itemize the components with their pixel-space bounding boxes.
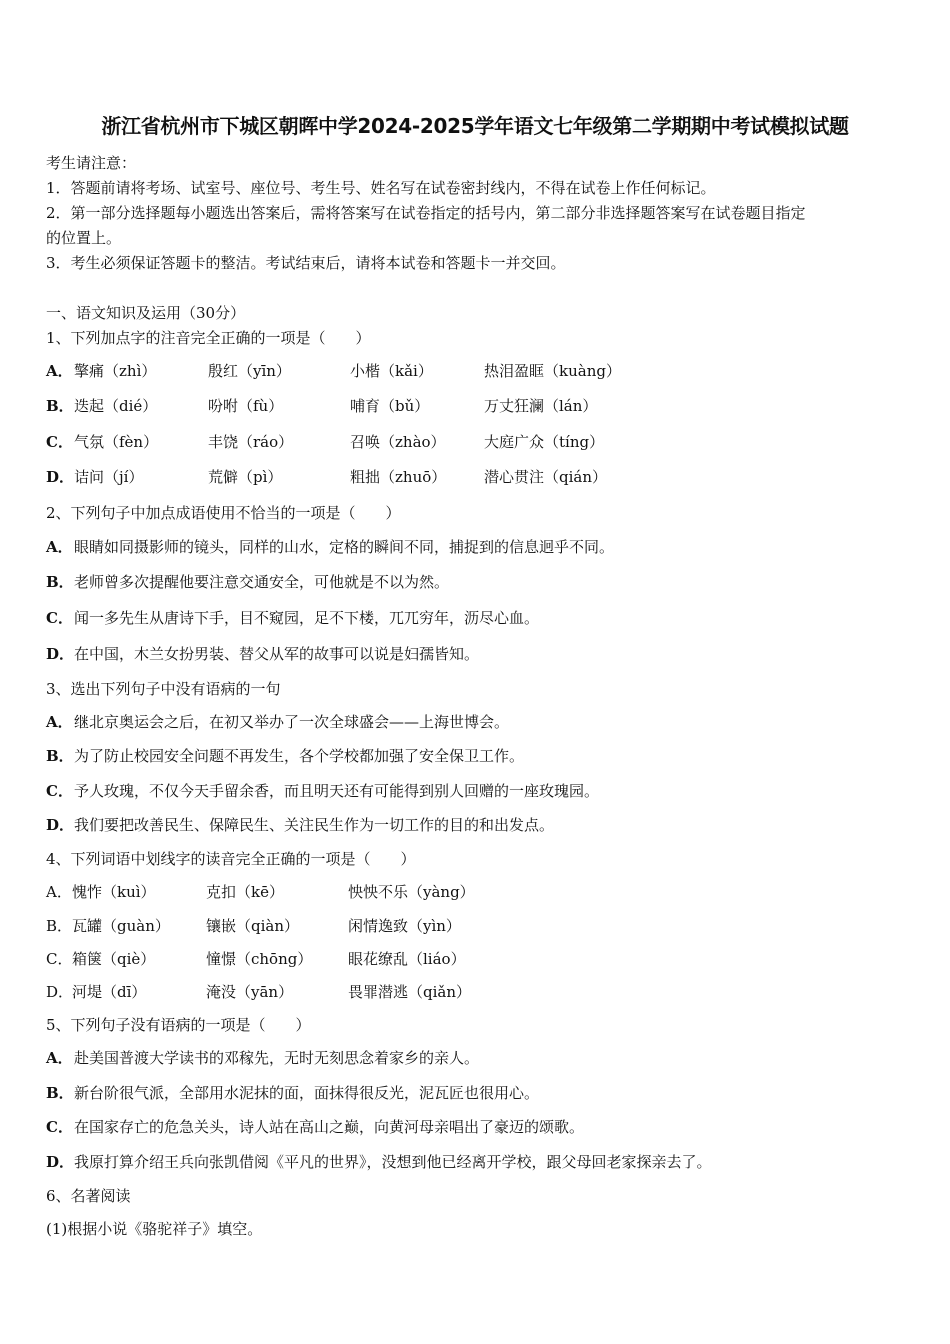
option-word: 哺育（bǔ） — [350, 397, 430, 415]
option-word: 粗拙（zhuō） — [350, 468, 447, 486]
notice-heading: 考生请注意： — [46, 154, 137, 172]
option-word: 吩咐（fù） — [208, 397, 284, 415]
option-word: 瓦罐（guàn） — [72, 917, 170, 935]
option-text: 予人玫瑰，不仅今天手留余香，而且明天还有可能得到别人回赠的一座玫瑰园。 — [74, 782, 600, 800]
option-text: 在国家存亡的危急关头，诗人站在高山之巅，向黄河母亲唱出了豪迈的颂歌。 — [74, 1118, 585, 1136]
option-word: 荒僻（pì） — [208, 468, 283, 486]
option-word: 淹没（yān） — [206, 983, 294, 1001]
option-label: D． — [46, 468, 75, 486]
option-label: A． — [46, 883, 72, 901]
notice-item: 2．第一部分选择题每小题选出答案后，需将答案写在试卷指定的括号内，第二部分非选择题答案写在试卷题目指定 — [46, 204, 806, 222]
option-word: 眼花缭乱（liáo） — [348, 950, 466, 968]
option-word: 闲情逸致（yìn） — [348, 917, 461, 935]
option-label: B． — [46, 573, 74, 591]
notice-item: 1．答题前请将考场、试室号、座位号、考生号、姓名写在试卷密封线内，不得在试卷上作任何标记。 — [46, 179, 716, 197]
option-text: 继北京奥运会之后，在初又举办了一次全球盛会——上海世博会。 — [74, 713, 510, 731]
option-word: 克扣（kē） — [206, 883, 284, 901]
page-title: 浙江省杭州市下城区朝晖中学2024-2025学年语文七年级第二学期期中考试模拟试题 — [101, 114, 849, 138]
option-word: 大庭广众（tíng） — [484, 433, 605, 451]
option-text: 在中国，木兰女扮男装、替父从军的故事可以说是妇孺皆知。 — [74, 645, 480, 663]
option-text: 赴美国普渡大学读书的邓稼先，无时无刻思念着家乡的亲人。 — [74, 1049, 480, 1067]
option-text: 新台阶很气派，全部用水泥抹的面，面抹得很反光，泥瓦匠也很用心。 — [74, 1084, 540, 1102]
option-word: 万丈狂澜（lán） — [484, 397, 598, 415]
option-label: C． — [46, 1118, 73, 1136]
section-heading: 一、语文知识及运用（30分） — [46, 304, 246, 322]
option-text: 老师曾多次提醒他要注意交通安全，可他就是不以为然。 — [74, 573, 450, 591]
option-word: 潜心贯注（qián） — [484, 468, 608, 486]
option-word: 河堤（dī） — [72, 983, 147, 1001]
option-label: A． — [46, 362, 73, 380]
question-stem: 6、名著阅读 — [46, 1187, 131, 1205]
option-word: 憧憬（chōng） — [206, 950, 313, 968]
option-text: 闻一多先生从唐诗下手，目不窥园，足不下楼，兀兀穷年，沥尽心血。 — [74, 609, 540, 627]
option-word: 召唤（zhào） — [350, 433, 446, 451]
option-word: 畏罪潜逃（qiǎn） — [348, 983, 472, 1001]
option-label: B． — [46, 917, 73, 935]
option-label: C． — [46, 433, 73, 451]
question-stem: 3、选出下列句子中没有语病的一句 — [46, 680, 281, 698]
question-stem: 2、下列句子中加点成语使用不恰当的一项是（ ） — [46, 504, 401, 522]
option-word: 气氛（fèn） — [74, 433, 159, 451]
question-stem: 5、下列句子没有语病的一项是（ ） — [46, 1016, 311, 1034]
option-word: 镶嵌（qiàn） — [206, 917, 300, 935]
option-word: 丰饶（ráo） — [208, 433, 294, 451]
option-word: 箱箧（qiè） — [72, 950, 156, 968]
option-word: 小楷（kǎi） — [350, 362, 433, 380]
option-label: A． — [46, 538, 73, 556]
option-word: 殷红（yīn） — [208, 362, 291, 380]
option-word: 愧怍（kuì） — [72, 883, 156, 901]
option-word: 怏怏不乐（yàng） — [348, 883, 475, 901]
sub-question: (1)根据小说《骆驼祥子》填空。 — [46, 1220, 263, 1238]
option-label: D． — [46, 816, 75, 834]
option-word: 诘问（jí） — [74, 468, 144, 486]
option-label: C． — [46, 950, 73, 968]
option-label: D． — [46, 1153, 75, 1171]
option-word: 擎痛（zhì） — [74, 362, 157, 380]
option-word: 热泪盈眶（kuàng） — [484, 362, 621, 380]
notice-item: 的位置上。 — [46, 229, 122, 247]
option-label: C． — [46, 609, 73, 627]
option-text: 为了防止校园安全问题不再发生，各个学校都加强了安全保卫工作。 — [74, 747, 525, 765]
notice-item: 3．考生必须保证答题卡的整洁。考试结束后，请将本试卷和答题卡一并交回。 — [46, 254, 566, 272]
option-word: 迭起（dié） — [74, 397, 158, 415]
option-label: A． — [46, 1049, 73, 1067]
option-text: 我原打算介绍王兵向张凯借阅《平凡的世界》，没想到他已经离开学校，跟父母回老家探亲去了。 — [74, 1153, 712, 1171]
question-stem: 4、下列词语中划线字的读音完全正确的一项是（ ） — [46, 850, 416, 868]
option-label: B． — [46, 747, 74, 765]
question-stem: 1、下列加点字的注音完全正确的一项是（ ） — [46, 329, 371, 347]
option-label: A． — [46, 713, 73, 731]
option-label: C． — [46, 782, 73, 800]
option-label: B． — [46, 1084, 74, 1102]
option-text: 我们要把改善民生、保障民生、关注民生作为一切工作的目的和出发点。 — [74, 816, 555, 834]
option-label: D． — [46, 983, 74, 1001]
option-label: B． — [46, 397, 74, 415]
option-text: 眼睛如同摄影师的镜头，同样的山水，定格的瞬间不同，捕捉到的信息迥乎不同。 — [74, 538, 615, 556]
option-label: D． — [46, 645, 75, 663]
